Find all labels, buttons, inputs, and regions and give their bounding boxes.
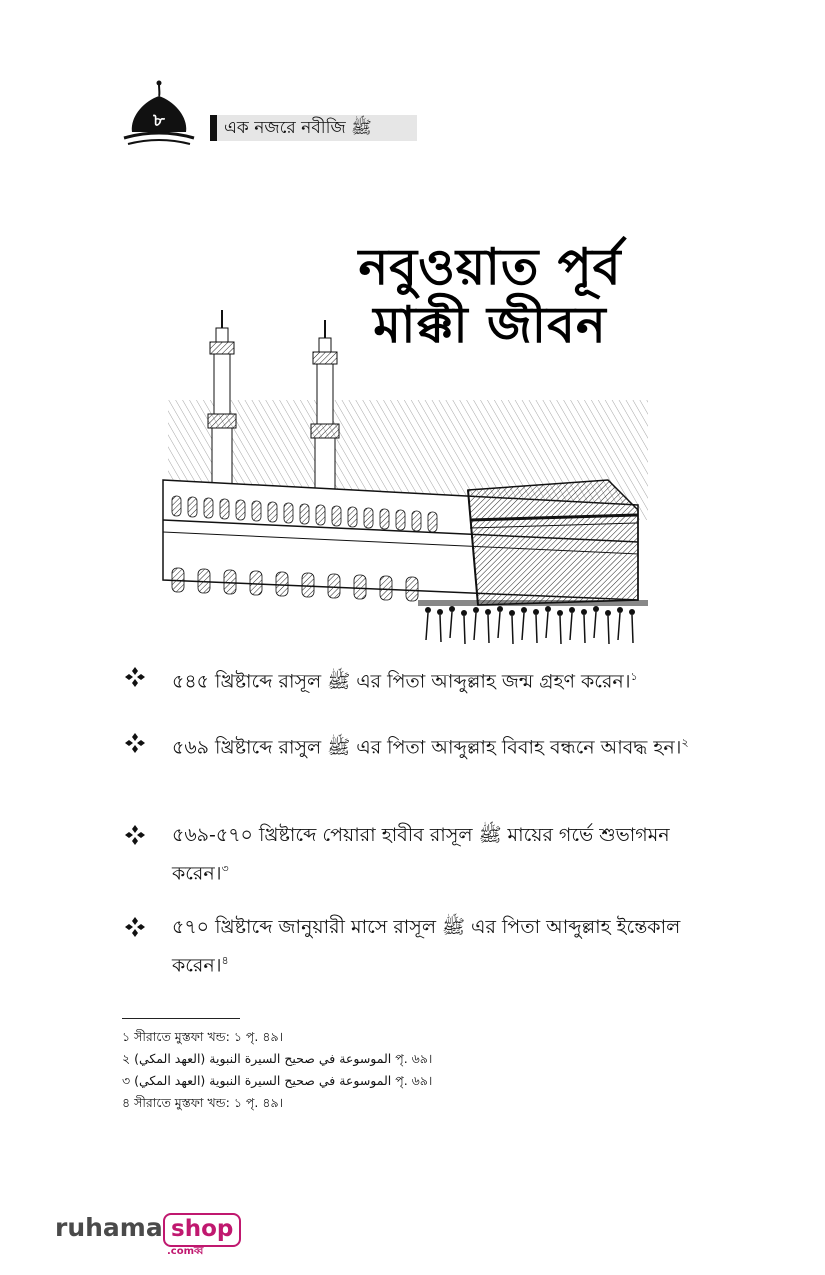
page-number: ৮ xyxy=(153,110,165,131)
diamond-bullet-icon xyxy=(124,916,146,938)
list-item-text: ৫৬৯-৫৭০ খ্রিষ্টাব্দে পেয়ারা হাবীব রাসূল ﷺ মায়ের গর্ভে শুভাগমন করেন। xyxy=(172,824,670,885)
list-item-text: ৫৭০ খ্রিষ্টাব্দে জানুয়ারী মাসে রাসূল ﷺ এর পিতা আব্দুল্লাহ ইন্তেকাল করেন। xyxy=(172,916,681,977)
list-item xyxy=(120,660,638,698)
footnote: ১ সীরাতে মুস্তফা খন্ড: ১ পৃ. ৪৯। xyxy=(122,1029,284,1044)
footnote: ২ الموسوعة في صحيح السيرة النبوية (العهد المكي) পৃ. ৬৯। xyxy=(122,1051,433,1066)
logo-text-ruhama: ruhama xyxy=(55,1213,163,1242)
footnote-ref: ৩ xyxy=(221,862,229,875)
list-item-text: ৫৬৯ খ্রিষ্টাব্দে রাসুল ﷺ এর পিতা আব্দুল্লাহ বিবাহ বন্ধনে আবদ্ধ হন। xyxy=(172,736,682,759)
footnotes xyxy=(122,1026,522,1114)
ruhamashop-logo[interactable] xyxy=(55,1213,255,1257)
crowd-bodies xyxy=(426,612,633,644)
footnote: ৪ সীরাতে মুস্তফা খন্ড: ১ পৃ. ৪৯। xyxy=(122,1095,284,1110)
list-item xyxy=(120,818,720,890)
list-item-text: ৫৪৫ খ্রিষ্টাব্দে রাসূল ﷺ এর পিতা আব্দুল্লাহ জন্ম গ্রহণ করেন। xyxy=(172,670,631,693)
diamond-bullet-icon xyxy=(124,824,146,846)
logo-text-com: .comব্ব xyxy=(167,1246,204,1257)
footnote-ref: ২ xyxy=(681,736,689,749)
footnote: ৩ الموسوعة في صحيح السيرة النبوية (العهد المكي) পৃ. ৬৯। xyxy=(122,1073,433,1088)
diamond-bullet-icon xyxy=(124,666,146,688)
footnote-divider xyxy=(122,1018,240,1019)
chapter-title-line2: মাক্কী জীবন xyxy=(373,296,607,354)
logo-text-shop: shop xyxy=(163,1213,241,1247)
diamond-bullet-icon xyxy=(124,732,146,754)
kaaba xyxy=(468,480,638,605)
page-number-badge xyxy=(122,80,196,152)
list-item xyxy=(120,726,689,764)
chapter-title-line1: নবুওয়াত পূর্ব xyxy=(358,238,622,296)
book-title: এক নজরে নবীজি ﷺ xyxy=(224,118,372,138)
kaaba-illustration xyxy=(158,310,658,650)
footnote-ref: ১ xyxy=(630,670,638,683)
list-item xyxy=(120,910,720,982)
footnote-ref: ৪ xyxy=(221,954,229,967)
